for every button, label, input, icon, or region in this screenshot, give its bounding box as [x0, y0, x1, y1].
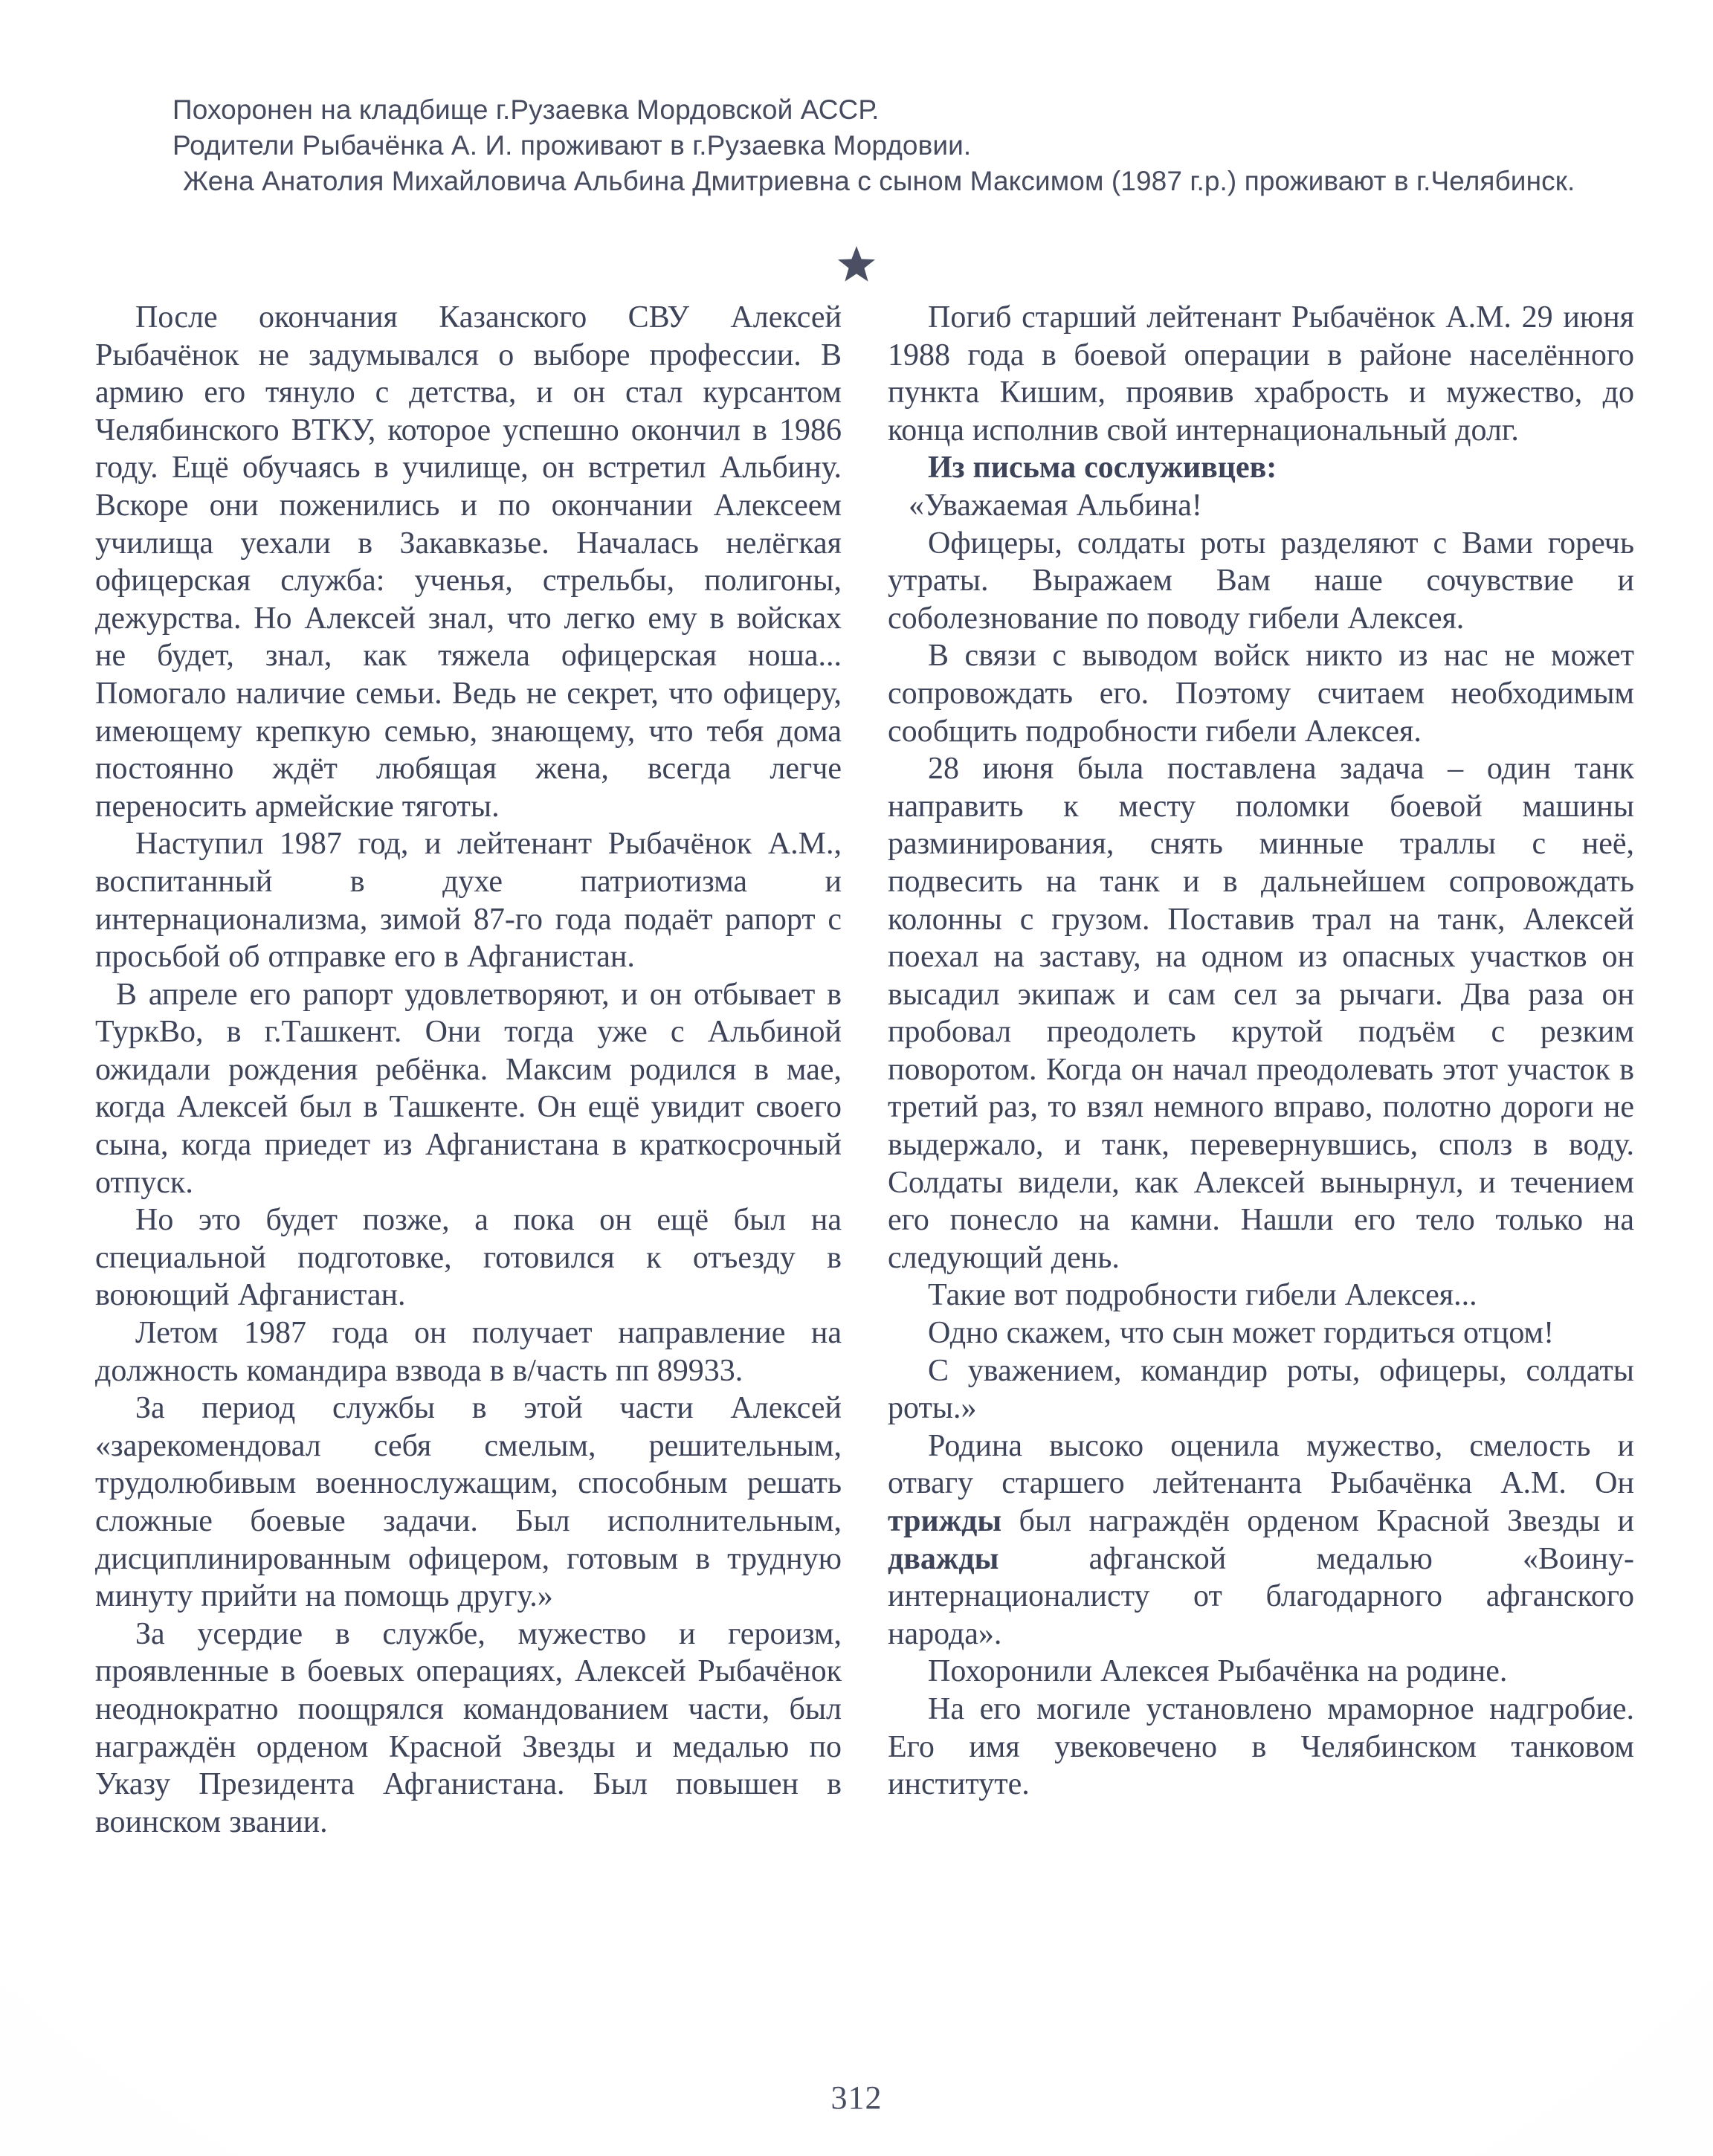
paragraph-april-tashkent: В апреле его рапорт удовлетворяют, и он отбывает в ТуркВо, в г.Ташкент. Они тогда уже с Альбиной ожидали рождения ребёнка. Максим родился в мае, когда Алексей был в Ташкенте. Он ещё увидит своего сына, когда приедет из Афганистана в краткосрочный отпуск. — [95, 977, 842, 1200]
page-number: 312 — [830, 2079, 883, 2116]
header-block — [172, 92, 1600, 199]
header-line-parents: Родители Рыбачёнка А. И. проживают в г.Рузаевка Мордовии. — [172, 130, 972, 161]
award-text-before-first-bold: Родина высоко оценила мужество, смелость и отвагу старшего лейтенанта Рыбачёнка А.М. Он — [888, 1428, 1634, 1501]
paragraph-letter-incident: 28 июня была поставлена задача – один танк направить к месту поломки боевой машины разминирования, снять минные траллы с неё, подвесить на танк и в дальнейшем сопровождать колонны с грузом. Поставив трал на танк, Алексей поехал на заставу, на одном из опасных участков он высадил экипаж и сам сел за рычаги. Два раза он пробовал преодолеть крутой подъём с резким поворотом. Когда он начал преодолевать этот участок в третий раз, то взял немного вправо, полотно дороги не выдержало, и танк, перевернувшись, сполз в воду. Солдаты видели, как Алексей вынырнул, и течением его понесло на камни. Нашли его тело только на следующий день. — [888, 752, 1634, 1275]
award-emphasis-thrice: трижды — [888, 1504, 1002, 1538]
header-line-wife: Жена Анатолия Михайловича Альбина Дмитриевна с сыном Максимом (1987 г.р.) проживают в г.Челябинск. — [183, 166, 1575, 197]
award-emphasis-twice: дважды — [888, 1541, 999, 1576]
paragraph-memorial: На его могиле установлено мраморное надгробие. Его имя увековечено в Челябинском танковом институте. — [888, 1691, 1634, 1802]
paragraph-special-training: Но это будет позже, а пока он ещё был на специальной подготовке, готовился к отъезду в воюющий Афганистан. — [95, 1203, 842, 1313]
paragraph-state-awards — [888, 1427, 1634, 1653]
paragraph-service-record: За период службы в этой части Алексей «зарекомендовал себя смелым, решительным, трудолюбивым военнослужащим, способным решать сложные боевые задачи. Был исполнительным, дисциплинированным офицером, готовым в трудную минуту прийти на помощь другу.» — [95, 1391, 842, 1614]
paragraph-letter-pride: Одно скажем, что сын может гордиться отцом! — [928, 1316, 1555, 1351]
paragraph-education: После окончания Казанского СВУ Алексей Рыбачёнок не задумывался о выборе профессии. В армию его тянуло с детства, и он стал курсантом Челябинского ВТКУ, которое успешно окончил в 1986 году. Ещё обучаясь в училище, он встретил Альбину. Вскоре они поженились и по окончании Алексеем училища уехали в Закавказье. Началась нелёгкая офицерская служба: ученья, стрельбы, полигоны, дежурства. Но Алексей знал, что легко ему в войсках не будет, знал, как тяжела офицерская ноша... Помогало наличие семьи. Ведь не секрет, что офицеру, имеющему крепкую семью, знающему, что тебя дома постоянно ждёт любящая жена, всегда легче переносить армейские тяготы. — [95, 300, 842, 824]
award-text-after-second-bold: афганской медалью «Воину-интернационалисту от благодарного афганского народа». — [888, 1541, 1634, 1651]
paragraph-letter-salutation: «Уважаемая Альбина! — [909, 488, 1202, 523]
left-column — [95, 299, 842, 2061]
paragraph-awards-left: За усердие в службе, мужество и героизм, проявленные в боевых операциях, Алексей Рыбачёнок неоднократно поощрялся командованием части, был награждён орденом Красной Звезды и медалью по Указу Президента Афганистана. Был повышен в воинском звании. — [95, 1616, 842, 1839]
award-text-between-bolds: был награждён орденом Красной Звезды и — [1001, 1504, 1634, 1538]
paragraph-letter-signature: С уважением, командир роты, офицеры, солдаты роты.» — [888, 1353, 1634, 1426]
star-icon — [837, 245, 876, 283]
paragraph-assignment: Летом 1987 года он получает направление на должность командира взвода в в/часть пп 89933. — [95, 1316, 842, 1388]
subheading-letter-from-comrades: Из письма сослуживцев: — [928, 451, 1277, 485]
paragraph-letter-condolences: Офицеры, солдаты роты разделяют с Вами горечь утраты. Выражаем Вам наше сочувствие и соболезнование по поводу гибели Алексея. — [888, 526, 1634, 636]
paragraph-letter-details: Такие вот подробности гибели Алексея... — [928, 1278, 1477, 1313]
right-column — [888, 299, 1634, 2061]
paragraph-death-notice: Погиб старший лейтенант Рыбачёнок А.М. 29 июня 1988 года в боевой операции в районе населённого пункта Кишим, проявив храбрость и мужество, до конца исполнив свой интернациональный долг. — [888, 300, 1634, 448]
body-columns — [95, 299, 1634, 2061]
paragraph-1987-report: Наступил 1987 год, и лейтенант Рыбачёнок А.М., воспитанный в духе патриотизма и интернационализма, зимой 87-го года подаёт рапорт с просьбой об отправке его в Афганистан. — [95, 827, 842, 975]
paragraph-burial: Похоронили Алексея Рыбачёнка на родине. — [928, 1654, 1508, 1689]
section-separator — [0, 245, 1713, 285]
paragraph-letter-withdrawal: В связи с выводом войск никто из нас не может сопровождать его. Поэтому считаем необходимым сообщить подробности гибели Алексея. — [888, 639, 1634, 749]
header-line-burial: Похоронен на кладбище г.Рузаевка Мордовской АССР. — [172, 94, 880, 125]
